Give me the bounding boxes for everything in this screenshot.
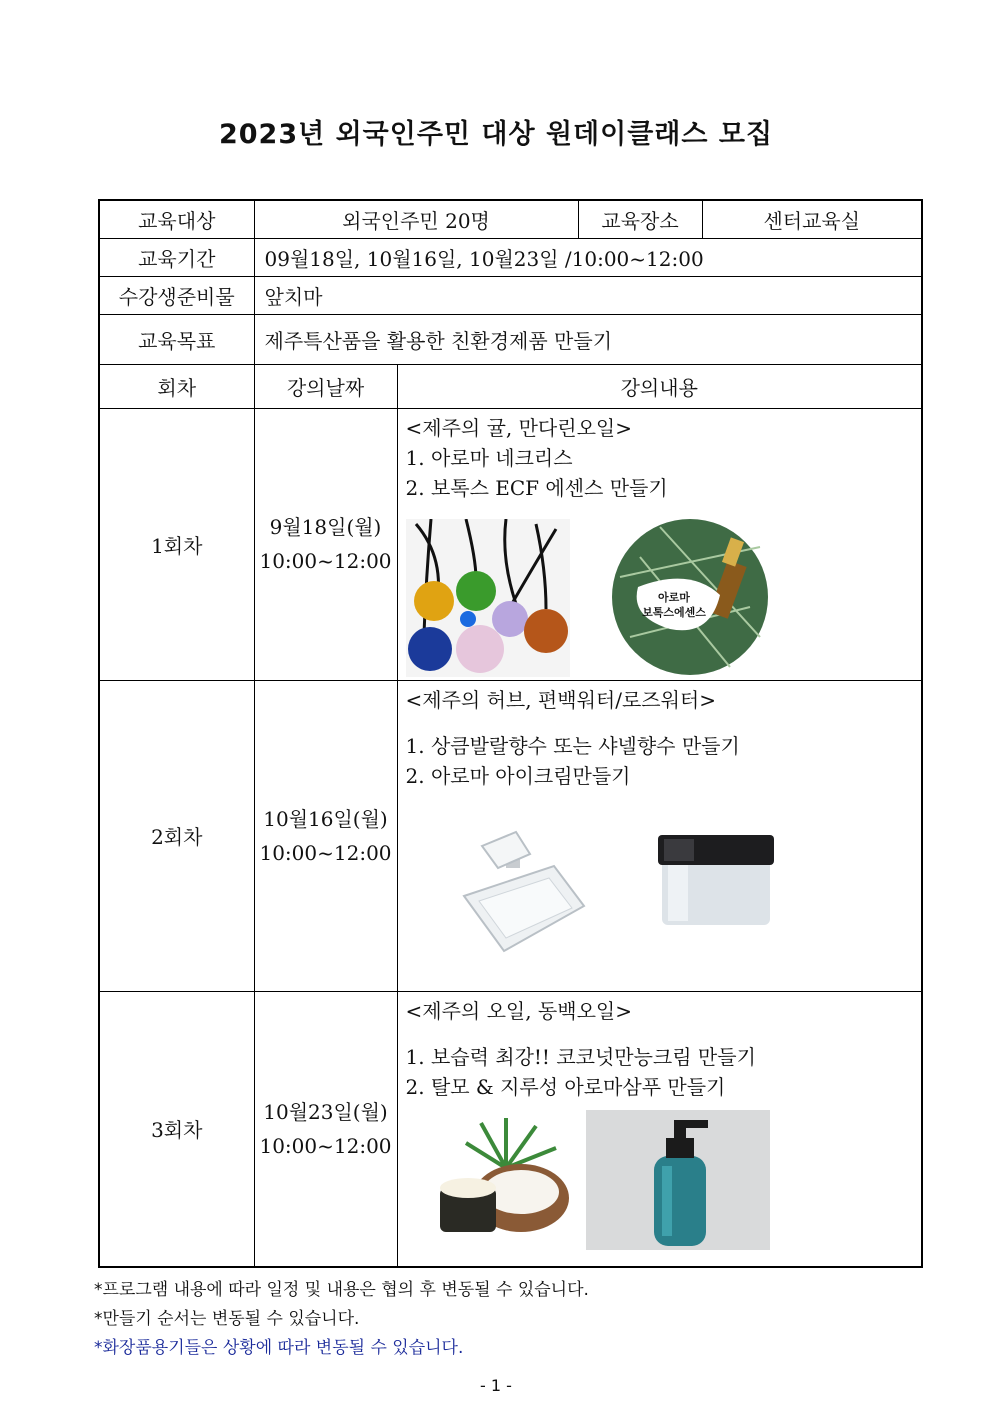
place-value: 센터교육실 [702, 200, 922, 238]
session-time: 10:00~12:00 [259, 840, 392, 865]
cream-jar-image [656, 831, 776, 931]
session-label: 3회차 [99, 991, 254, 1267]
session-label: 2회차 [99, 680, 254, 991]
page-title: 2023년 외국인주민 대상 원데이클래스 모집 [218, 119, 774, 150]
session-row [99, 680, 922, 991]
session-date: 10월23일(월) [263, 1099, 388, 1124]
session-date: 9월18일(월) [269, 515, 382, 539]
target-value: 외국인주민 20명 [254, 200, 578, 238]
supplies-value: 앞치마 [254, 276, 922, 314]
note-item: *만들기 순서는 변동될 수 있습니다. [94, 1309, 360, 1329]
lecture-heading: <제주의 귤, 만다린오일> [405, 415, 632, 440]
place-label: 교육장소 [578, 200, 702, 238]
session-time: 10:00~12:00 [259, 549, 392, 573]
goal-label: 교육목표 [99, 314, 254, 364]
lecture-heading: <제주의 오일, 동백오일> [405, 998, 632, 1023]
supplies-label: 수강생준비물 [99, 276, 254, 314]
essence-label-2: 보톡스에센스 [641, 605, 706, 619]
session-date-cell [254, 408, 397, 680]
col-session: 회차 [99, 364, 254, 408]
row-target [99, 200, 922, 238]
lecture-heading: <제주의 허브, 편백워터/로즈워터> [405, 687, 716, 712]
row-period [99, 238, 922, 276]
session-row [99, 991, 922, 1267]
botox-essence-image [610, 517, 770, 677]
lecture-content [397, 991, 922, 1267]
shampoo-bottle-image [586, 1110, 770, 1250]
session-label: 1회차 [99, 408, 254, 680]
lecture-item: 2. 보톡스 ECF 에센스 만들기 [405, 475, 668, 500]
aroma-necklace-image [406, 519, 570, 677]
lecture-item: 2. 탈모 & 지루성 아로마삼푸 만들기 [405, 1074, 726, 1099]
target-label: 교육대상 [99, 200, 254, 238]
col-date: 강의날짜 [254, 364, 397, 408]
essence-label-1: 아로마 [657, 590, 690, 604]
session-date-cell [254, 680, 397, 991]
session-date-cell [254, 991, 397, 1267]
period-value: 09월18일, 10월16일, 10월23일 /10:00~12:00 [254, 238, 922, 276]
row-supplies [99, 276, 922, 314]
row-goal [99, 314, 922, 364]
session-row [99, 408, 922, 680]
col-content: 강의내용 [397, 364, 922, 408]
note-item: *프로그램 내용에 따라 일정 및 내용은 협의 후 변동될 수 있습니다. [94, 1280, 589, 1300]
lecture-item: 1. 아로마 네크리스 [405, 445, 573, 470]
session-date: 10월16일(월) [263, 806, 388, 831]
lecture-content [397, 680, 922, 991]
perfume-bottle-image [444, 826, 594, 966]
note-item: *화장품용기들은 상황에 따라 변동될 수 있습니다. [94, 1338, 464, 1358]
page-number: - 1 - [480, 1376, 512, 1395]
notes [94, 1276, 589, 1363]
coconut-cream-image [426, 1118, 576, 1248]
class-info-table [98, 199, 923, 1268]
lecture-item: 1. 보습력 최강!! 코코넛만능크림 만들기 [405, 1044, 756, 1069]
row-header [99, 364, 922, 408]
session-time: 10:00~12:00 [259, 1133, 392, 1158]
goal-value: 제주특산품을 활용한 친환경제품 만들기 [254, 314, 922, 364]
lecture-item: 2. 아로마 아이크림만들기 [405, 763, 631, 788]
lecture-content [397, 408, 922, 680]
period-label: 교육기간 [99, 238, 254, 276]
lecture-item: 1. 상큼발랄향수 또는 샤넬향수 만들기 [405, 733, 740, 758]
